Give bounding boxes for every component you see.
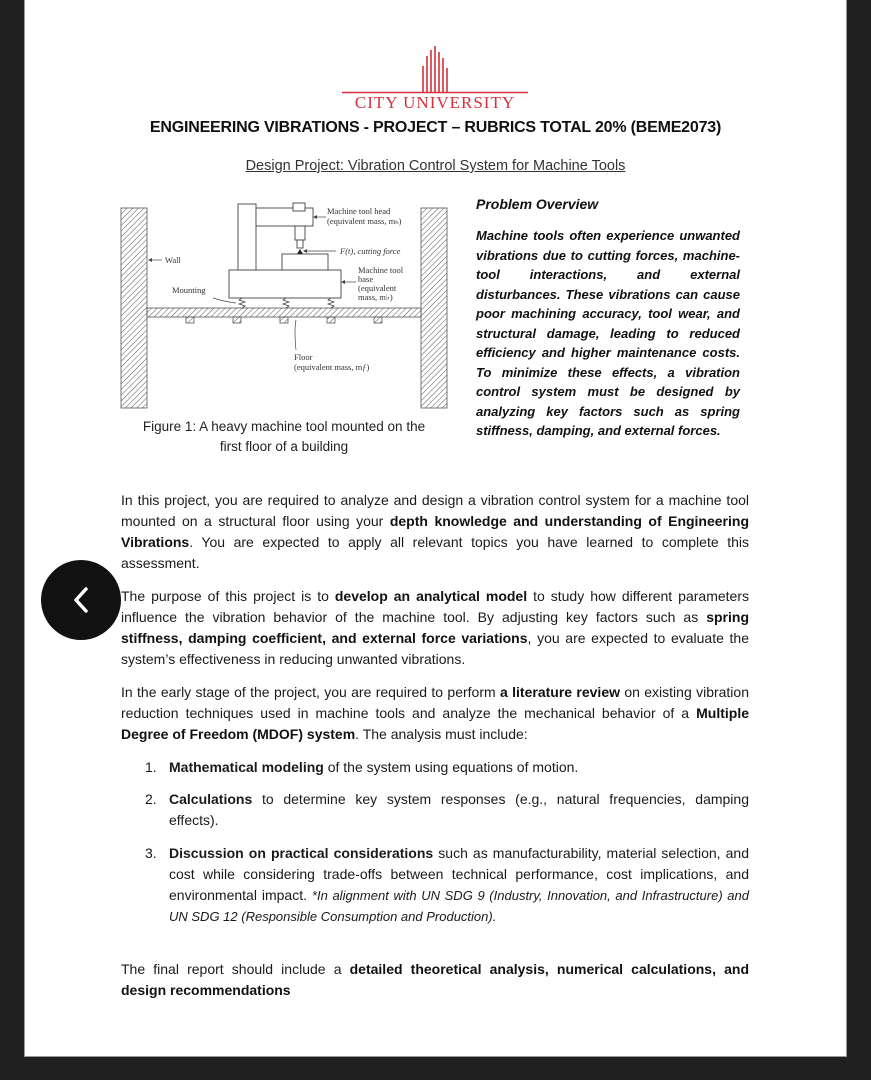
logo-towers-icon [340,44,530,94]
left-wall [121,208,147,408]
svg-text:Floor: Floor [294,352,313,362]
paragraph-intro: In this project, you are required to analyze and design a vibration control system for a machine tool mounted on a structural floor using your depth knowledge and understanding of Engineering Vibrations. You are expected to apply all relevant topics you have learned to complete this assessment. [121,492,750,571]
svg-text:(equivalent mass, mƒ): (equivalent mass, mƒ) [294,362,370,372]
right-wall [421,208,447,408]
chevron-left-icon [69,585,93,615]
svg-text:(equivalent: (equivalent [358,283,397,293]
paragraph-literature: In the early stage of the project, you are required to perform a literature review on existing vibration reduction techniques used in machine tools and analyze the mechanical behavior of a Multiple Degree of Freedom (MDOF) system. The analysis must include: [121,684,749,742]
project-subtitle: Design Project: Vibration Control System for Machine Tools [245,158,626,174]
overview-heading: Problem Overview [476,196,599,212]
list-item: 1. Mathematical modeling of the system using equations of motion. [145,759,579,775]
overview-text: Machine tools often experience unwanted vibrations due to cutting forces, machine-tool interactions, and external disturbances. These vibrations can cause poor machining accuracy, tool wear, and structural damage, leading to reduced efficiency and higher maintenance costs. To minimize these effects, a vibration control system must be designed by analyzing key factors such as spring stiffness, damping, and external forces. [476,228,740,438]
paragraph-purpose: The purpose of this project is to develop an analytical model to study how different parameters influence the vibration behavior of the machine tool. By adjusting key factors such as spring stiffness, damping coefficient, and external force variations, you are expected to evaluate the system’s effectiveness in reducing unwanted vibrations. [121,588,749,667]
analysis-requirements-list [145,757,749,927]
problem-overview [476,196,740,441]
svg-text:Machine tool: Machine tool [358,265,404,275]
svg-text:mass, m♭): mass, m♭) [358,292,393,302]
svg-text:(equivalent mass, mₕ): (equivalent mass, mₕ) [327,216,402,226]
machine-tool-figure [118,200,452,412]
svg-text:base: base [358,274,374,284]
sdg-note: *In alignment with UN SDG 9 (Industry, Innovation, and Infrastructure) and UN SDG 12 (Responsible Consumption and Production). [169,888,749,924]
back-button[interactable] [41,560,121,640]
floor-slab [147,308,421,317]
paragraph-final-report: The final report should include a detailed theoretical analysis, numerical calculations, and design recommendations [121,961,750,998]
university-name: CITY UNIVERSITY [354,93,516,112]
list-item: 2. Calculations to determine key system responses (e.g., natural frequencies, damping effects). [145,791,749,828]
city-university-logo [340,44,530,112]
svg-text:Mounting: Mounting [172,285,206,295]
svg-text:Wall: Wall [165,255,181,265]
svg-text:Machine tool head: Machine tool head [327,206,391,216]
page-title: ENGINEERING VIBRATIONS - PROJECT – RUBRICS TOTAL 20% (BEME2073) [149,119,722,136]
svg-text:F(t), cutting force: F(t), cutting force [340,246,401,256]
figure-caption: Figure 1: A heavy machine tool mounted on the first floor of a building [142,419,426,454]
list-item: 3. Discussion on practical considerations such as manufacturability, material selection, and cost while considering trade-offs between technical performance, cost implications, and environmental impact. *In alignment with UN SDG 9 (Industry, Innovation, and Infrastructure) and UN SDG 12 (Responsible Consumption and Production). [145,845,749,924]
